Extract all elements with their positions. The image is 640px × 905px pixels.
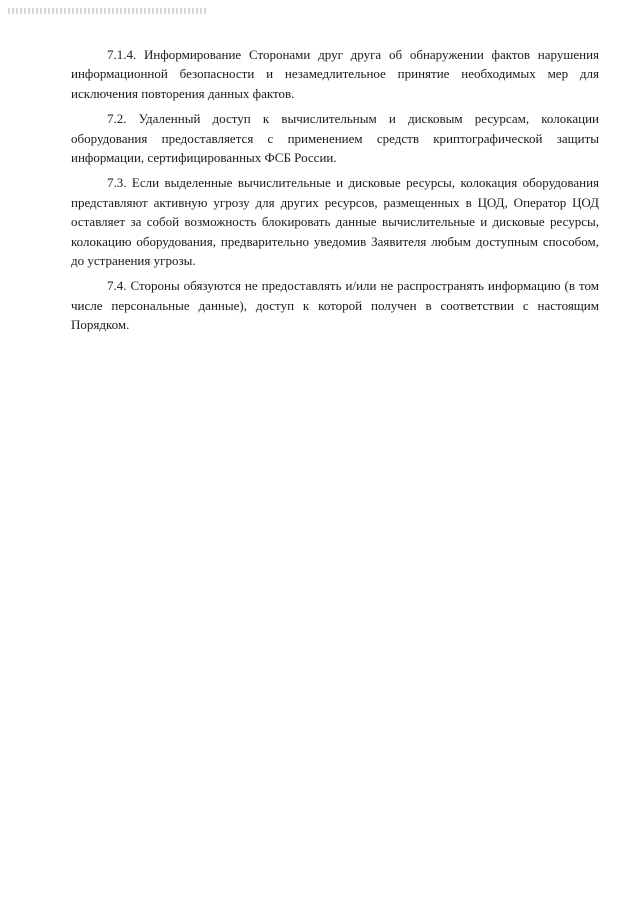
paragraph-7-2 <box>71 109 599 167</box>
paragraph-text: Если выделенные вычислительные и дисковые ресурсы, колокация оборудования представляют активную угрозу для других ресурсов, размещенных в ЦОД, Оператор ЦОД оставляет за собой возможность блокировать данные вычислительные и дисковые ресурсы, колокацию оборудования, предварительно уведомив Заявителя любым доступным способом, до устранения угрозы. <box>71 175 599 269</box>
paragraph-7-1-4 <box>71 45 599 103</box>
paragraph-text: Информирование Сторонами друг друга об обнаружении фактов нарушения информационной безопасности и незамедлительное принятие необходимых мер для исключения повторения данных фактов. <box>71 47 600 101</box>
paragraph-text: Стороны обязуются не предоставлять и/или не распространять информацию (в том числе персональные данные), доступ к которой получен в соответствии с настоящим Порядком. <box>71 278 599 333</box>
paragraph-number: 7.2. <box>107 111 127 127</box>
paragraph-number: 7.3. <box>107 175 127 191</box>
scan-header-artifact <box>8 8 208 14</box>
paragraph-7-3 <box>71 173 599 270</box>
paragraph-number: 7.4. <box>107 278 127 294</box>
paragraph-7-4 <box>71 276 599 334</box>
paragraph-text: Удаленный доступ к вычислительным и дисковым ресурсам, колокации оборудования предоставляется с применением средств криптографической защиты информации, сертифицированных ФСБ России. <box>71 111 599 166</box>
document-body <box>71 45 599 341</box>
paragraph-number: 7.1.4. <box>107 47 137 62</box>
